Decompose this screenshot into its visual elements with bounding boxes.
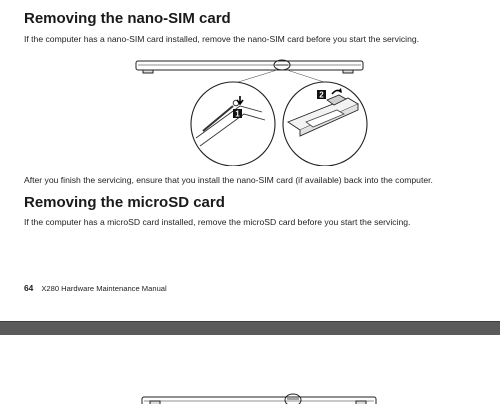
page-number: 64: [24, 283, 34, 293]
page-footer: [24, 283, 167, 293]
section-after-text-nano-sim: After you finish the servicing, ensure that you install the nano-SIM card (if available) back into the computer.: [24, 175, 433, 185]
manual-title: X280 Hardware Maintenance Manual: [41, 284, 167, 293]
next-page-preview: [0, 335, 500, 404]
sim-tray-detail: [283, 82, 367, 166]
callout-1-label: 1: [235, 109, 240, 119]
laptop-edge-illustration: [136, 60, 363, 73]
section-heading-nano-sim: Removing the nano-SIM card: [24, 10, 231, 27]
section-heading-microsd: Removing the microSD card: [24, 194, 225, 211]
laptop-edge-illustration-next: [0, 335, 500, 404]
section-intro-microsd: If the computer has a microSD card installed, remove the microSD card before you start the servicing.: [24, 217, 411, 227]
eject-pin-detail: [191, 82, 275, 166]
page-separator: [0, 321, 500, 336]
nano-sim-removal-figure: [0, 50, 500, 166]
section-intro-nano-sim: If the computer has a nano-SIM card installed, remove the nano-SIM card before you start the servicing.: [24, 34, 420, 44]
callout-2-label: 2: [319, 90, 324, 100]
